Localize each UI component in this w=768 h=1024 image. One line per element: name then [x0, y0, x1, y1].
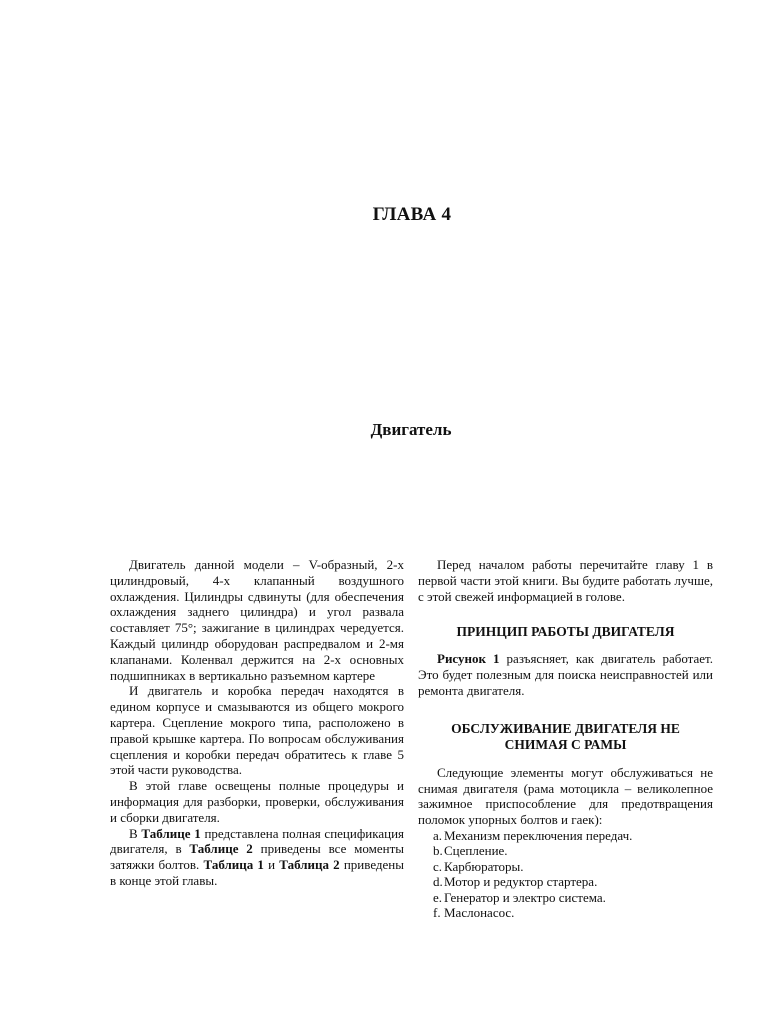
text-run: приведены в конце этой главы.: [110, 857, 404, 888]
paragraph-engine-overview: Двигатель данной модели – V-образный, 2-х цилиндровый, 4-х клапанный воздушного охлаждения. Цилиндры сдвинуты (для обеспечения охлаждения заднего цилиндра) и угол развала составляет 75°; зажигание в цилиндрах чередуется. Каждый цилиндр оборудован распредвалом и 2-мя клапанами. Коленвал держится на 2-х основных подшипниках в вертикально разъемном картере: [110, 557, 404, 683]
right-column: [418, 557, 713, 920]
list-item: [433, 890, 713, 905]
table-1-reference: Таблице 1: [141, 825, 201, 841]
paragraph-tables-reference: [110, 826, 404, 889]
list-item: [433, 859, 713, 874]
paragraph-engine-gearbox: И двигатель и коробка передач находятся в едином корпусе и смазываются из общего мокрого картера. Сцепление мокрого типа, расположено в правой крышке картера. По вопросам обслуживания сцепления и коробки передач обратитесь к главе 5 этой части руководства.: [110, 683, 404, 778]
text-run: В: [129, 825, 142, 841]
chapter-title: ГЛАВА 4: [372, 204, 452, 225]
paragraph-service-intro: Следующие элементы могут обслуживаться не снимая двигателя (рама мотоцикла – великолепное зажимное приспособление для предотвращения поломок упорных болтов и гаек):: [418, 764, 713, 828]
list-item-text: Генератор и электро система.: [444, 889, 606, 905]
table-1-reference: Таблица 1: [203, 857, 264, 873]
list-marker: e.: [433, 889, 443, 905]
list-marker: c.: [433, 858, 443, 874]
list-item-text: Маслонасос.: [444, 905, 515, 920]
list-marker: a.: [433, 827, 443, 843]
text-run: приведены все моменты затяжки болтов.: [110, 841, 404, 873]
table-2-reference: Таблица 2: [279, 857, 340, 873]
figure-1-reference: Рисунок 1: [437, 651, 500, 667]
text-run: представлена полная спецификация двигателя, в: [110, 825, 405, 857]
heading-engine-principle: ПРИНЦИП РАБОТЫ ДВИГАТЕЛЯ: [456, 624, 675, 640]
text-run: разъясняет, как двигатель работает. Это будет полезным для поиска неисправностей или ремонта двигателя.: [418, 651, 713, 698]
text-run: и: [263, 857, 280, 873]
paragraph-figure-reference: [418, 651, 713, 698]
section-title: Двигатель: [370, 420, 452, 439]
list-item: [433, 905, 713, 920]
list-marker: b.: [433, 843, 443, 859]
list-item-text: Механизм переключения передач.: [444, 827, 633, 843]
heading-engine-service: ОБСЛУЖИВАНИЕ ДВИГАТЕЛЯ НЕ СНИМАЯ С РАМЫ: [451, 720, 680, 752]
list-item-text: Карбюраторы.: [444, 858, 524, 874]
paragraph-intro: Перед началом работы перечитайте главу 1 в первой части этой книги. Вы будите работать лучше, с этой свежей информацией в голове.: [418, 557, 713, 604]
list-marker: f.: [433, 905, 441, 920]
list-marker: d.: [433, 874, 443, 890]
table-2-reference: Таблице 2: [189, 841, 253, 857]
list-item-text: Мотор и редуктор стартера.: [444, 874, 598, 890]
list-item: [433, 843, 713, 858]
list-item: [433, 828, 713, 843]
service-items-list: [418, 828, 713, 920]
list-item-text: Сцепление.: [444, 843, 508, 859]
paragraph-chapter-scope: В этой главе освещены полные процедуры и информация для разборки, проверки, обслуживания и сборки двигателя.: [110, 778, 404, 825]
left-column: [110, 557, 404, 889]
list-item: [433, 874, 713, 889]
